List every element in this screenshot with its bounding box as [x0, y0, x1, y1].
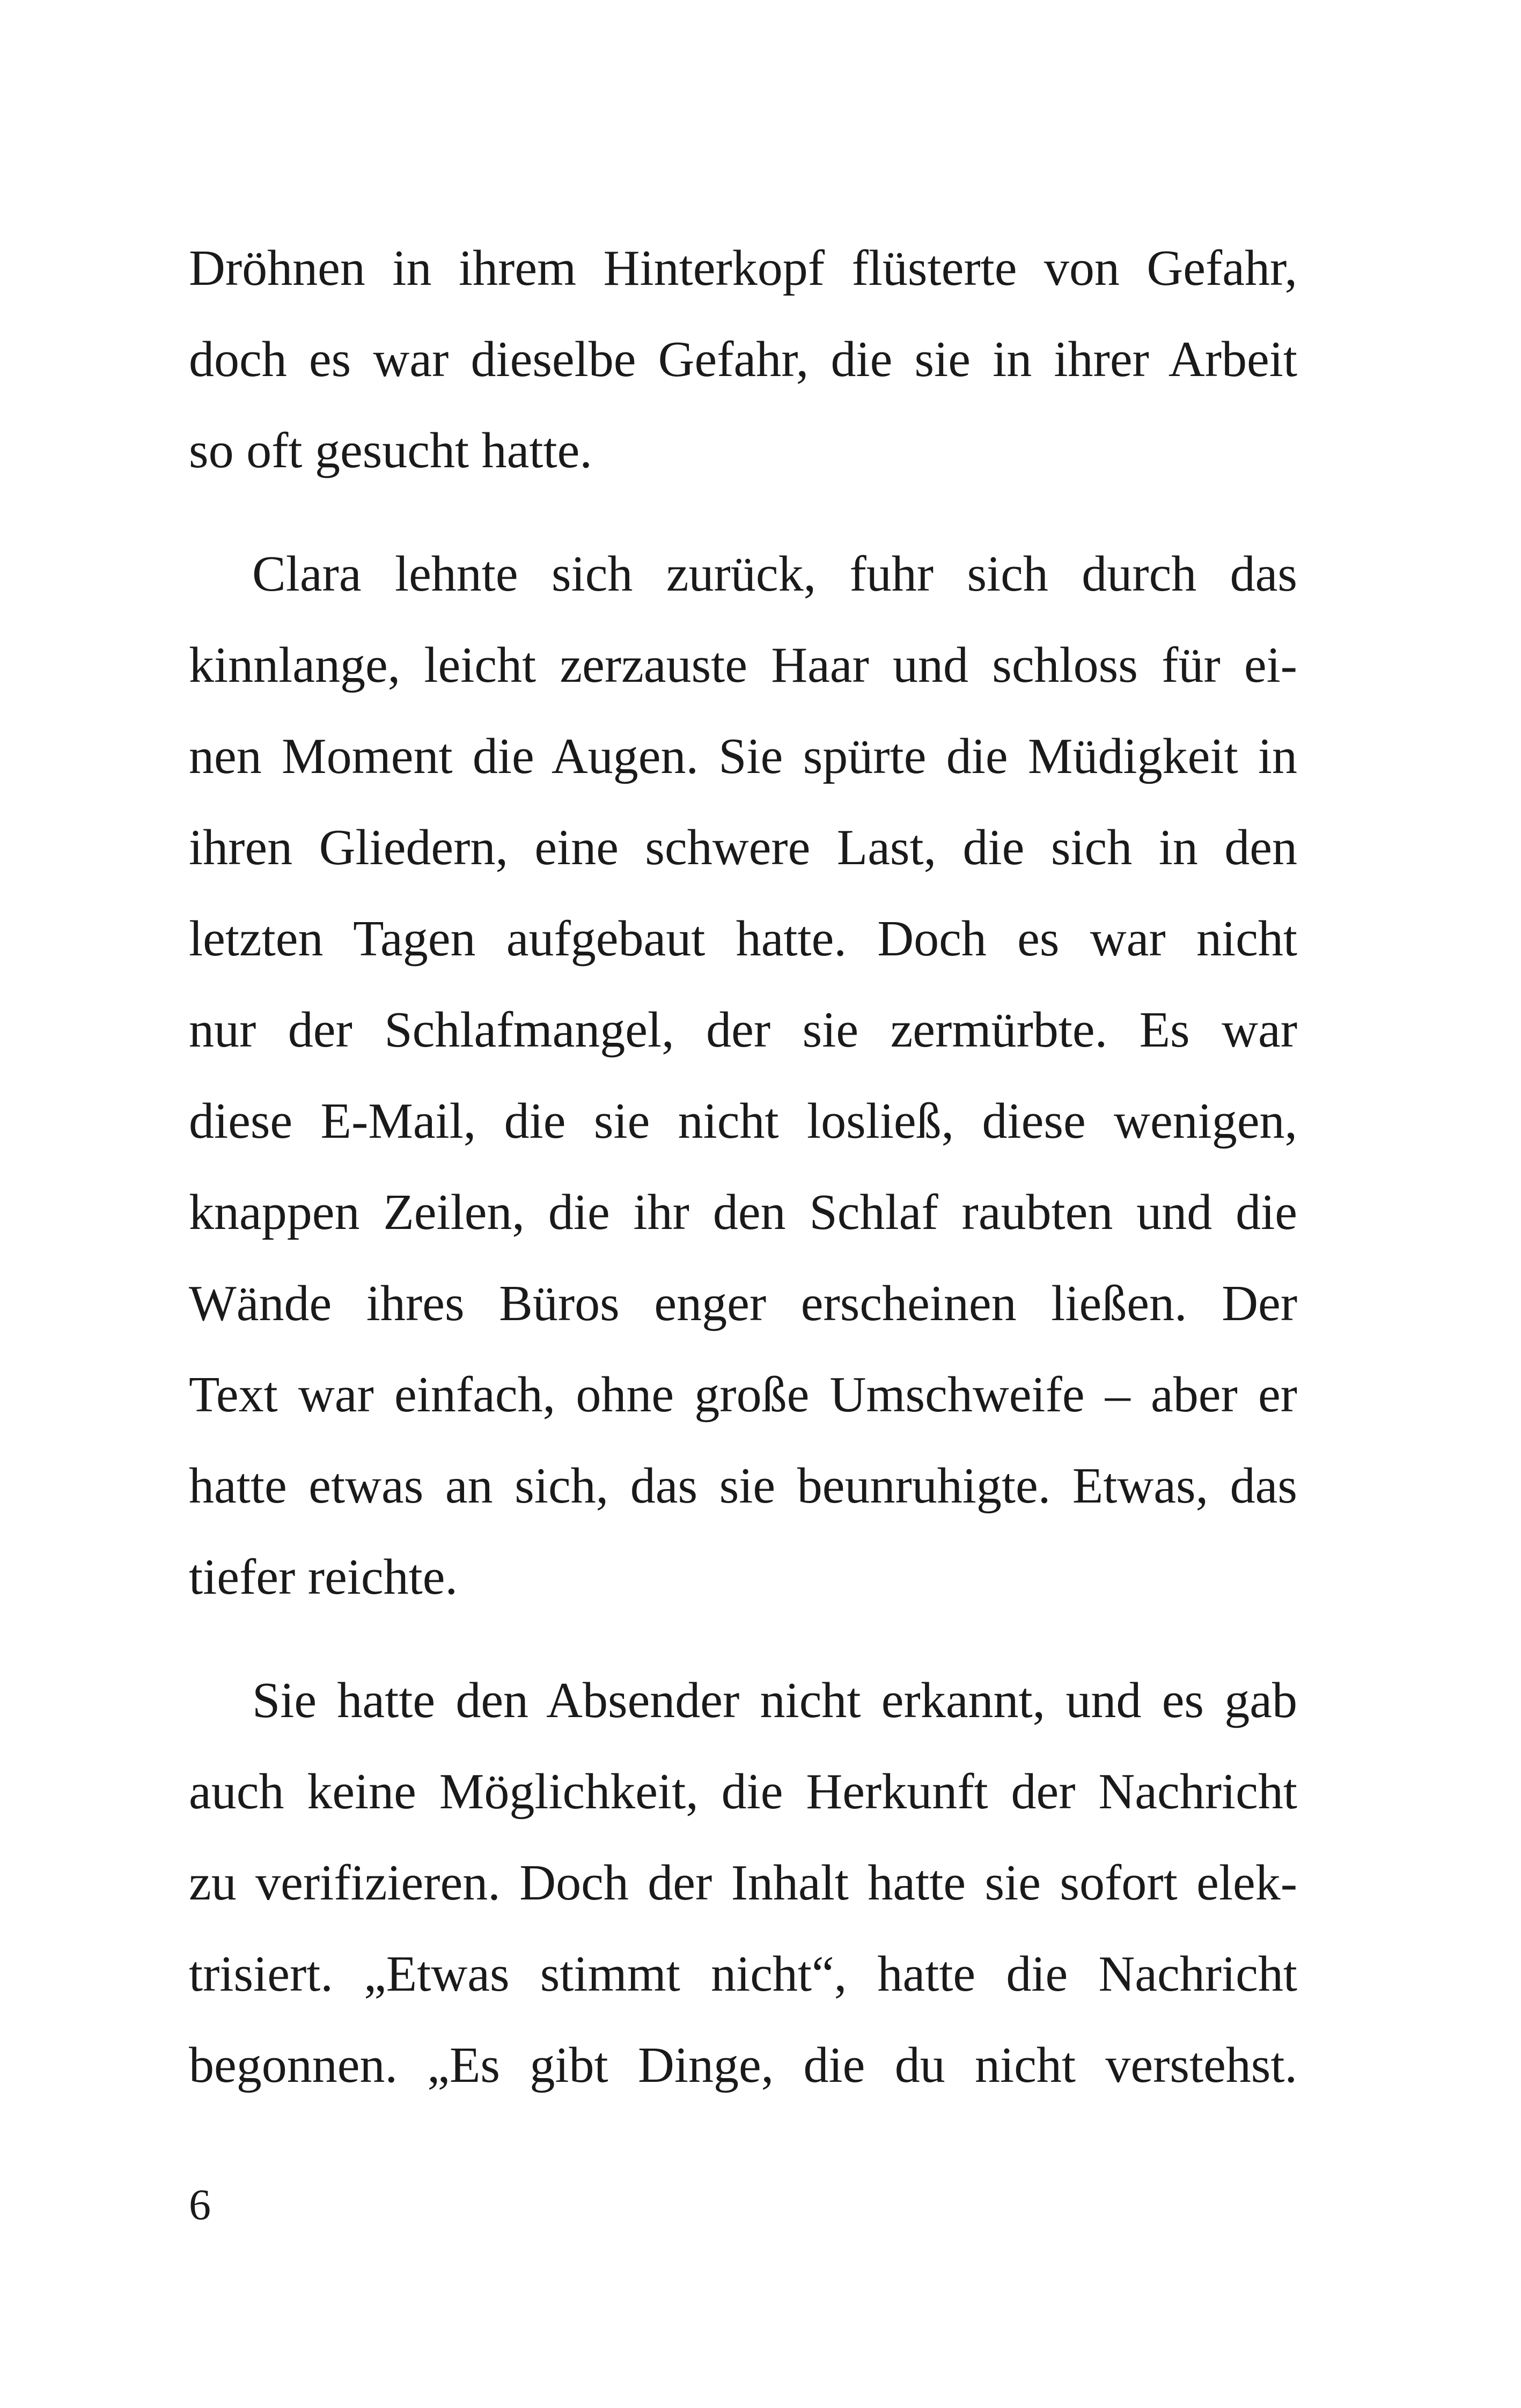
text-line: ihren Gliedern, eine schwere Last, die sich in den — [189, 820, 1297, 875]
paragraph-gap — [189, 496, 1297, 528]
paragraph-3 — [189, 1655, 1297, 2111]
text-line: hatte etwas an sich, das sie beunruhigte. Etwas, das — [189, 1458, 1297, 1514]
text-line: trisiert. „Etwas stimmt nicht“, hatte die Nachricht — [189, 1946, 1297, 2002]
paragraph-1 — [189, 223, 1297, 496]
text-line: auch keine Möglichkeit, die Herkunft der Nachricht — [189, 1764, 1297, 1820]
paragraph-2 — [189, 528, 1297, 1623]
paragraph-gap — [189, 1623, 1297, 1655]
text-line: Dröhnen in ihrem Hinterkopf flüsterte von Gefahr, — [189, 240, 1297, 296]
text-line: kinnlange, leicht zerzauste Haar und schloss für ei- — [189, 637, 1297, 693]
page-number: 6 — [189, 2180, 211, 2229]
text-line: tiefer reichte. — [189, 1549, 458, 1605]
text-line: nen Moment die Augen. Sie spürte die Müdigkeit in — [189, 728, 1297, 784]
text-line: Clara lehnte sich zurück, fuhr sich durch das — [252, 546, 1297, 602]
text-line: Wände ihres Büros enger erscheinen ließen. Der — [189, 1276, 1297, 1331]
body-text — [189, 223, 1297, 2111]
text-line: so oft gesucht hatte. — [189, 423, 592, 478]
text-line: begonnen. „Es gibt Dinge, die du nicht verstehst. — [189, 2037, 1297, 2093]
text-line: Sie hatte den Absender nicht erkannt, und es gab — [252, 1673, 1297, 1728]
text-line: zu verifizieren. Doch der Inhalt hatte sie sofort elek- — [189, 1855, 1297, 1911]
text-line: Text war einfach, ohne große Umschweife – aber er — [189, 1367, 1297, 1423]
text-line: nur der Schlafmangel, der sie zermürbte. Es war — [189, 1002, 1297, 1058]
text-line: doch es war dieselbe Gefahr, die sie in ihrer Arbeit — [189, 332, 1297, 387]
text-line: knappen Zeilen, die ihr den Schlaf raubten und die — [189, 1184, 1297, 1240]
text-line: diese E-Mail, die sie nicht losließ, diese wenigen, — [189, 1093, 1297, 1149]
text-line: letzten Tagen aufgebaut hatte. Doch es war nicht — [189, 911, 1297, 967]
